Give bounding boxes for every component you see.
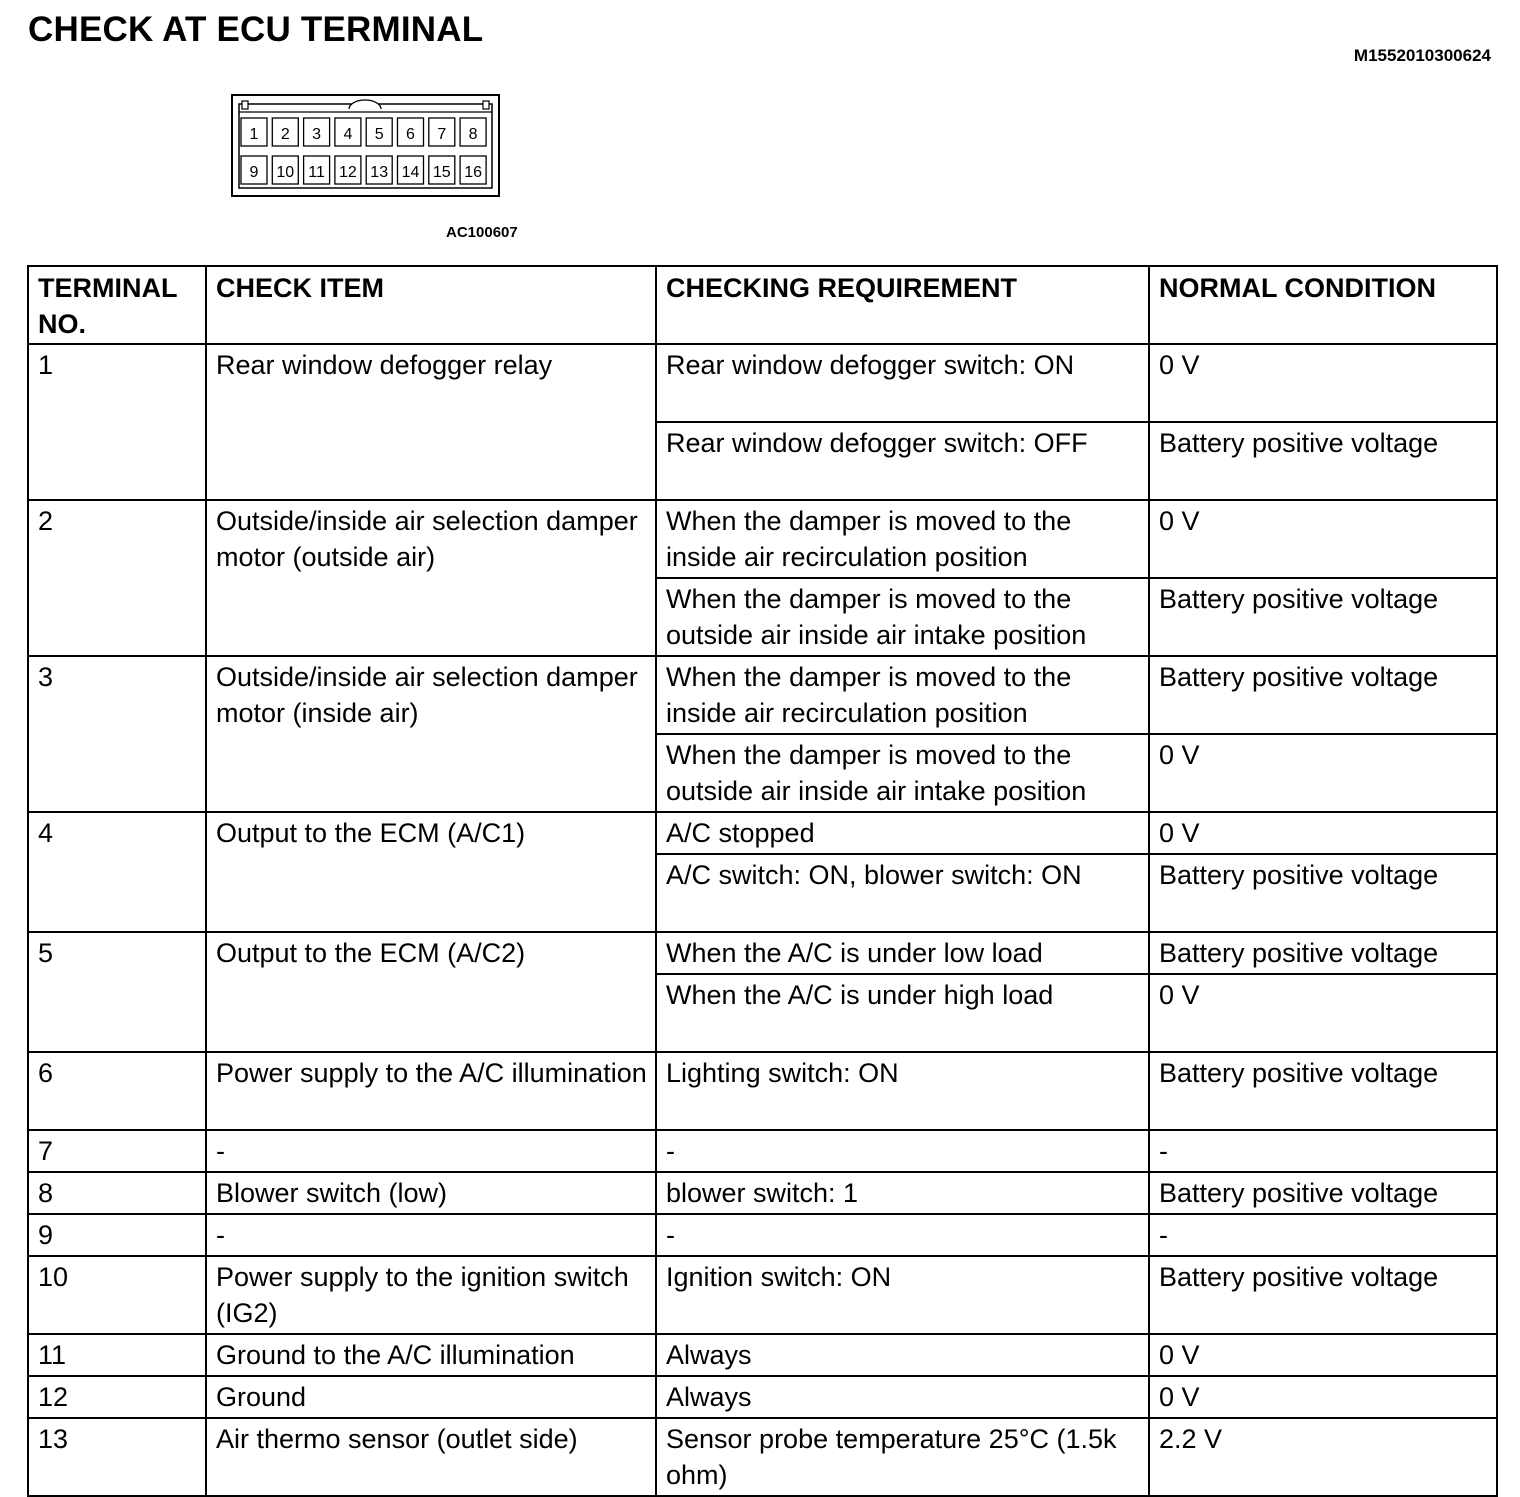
terminal-number-cell: 1 xyxy=(28,344,206,500)
checking-requirement-cell: Always xyxy=(656,1376,1149,1418)
checking-requirement-cell: A/C stopped xyxy=(656,812,1149,854)
connector-pin-label: 12 xyxy=(339,164,357,181)
document-id: M1552010300624 xyxy=(1353,46,1491,65)
terminal-number-cell: 2 xyxy=(28,500,206,656)
check-item-cell: Output to the ECM (A/C1) xyxy=(206,812,656,932)
terminal-number-cell: 10 xyxy=(28,1256,206,1334)
connector-diagram xyxy=(231,94,500,197)
checking-requirement-cell: Ignition switch: ON xyxy=(656,1256,1149,1334)
normal-condition-cell: - xyxy=(1149,1130,1497,1172)
table-row xyxy=(28,1418,1497,1496)
table-row xyxy=(28,1214,1497,1256)
table-row xyxy=(28,1130,1497,1172)
terminal-number-cell: 12 xyxy=(28,1376,206,1418)
checking-requirement-cell: Always xyxy=(656,1334,1149,1376)
check-item-cell: Power supply to the ignition switch (IG2) xyxy=(206,1256,656,1334)
terminal-number-cell: 9 xyxy=(28,1214,206,1256)
table-row xyxy=(28,932,1497,974)
checking-requirement-cell: Lighting switch: ON xyxy=(656,1052,1149,1130)
figure-id: AC100607 xyxy=(446,224,518,241)
checking-requirement-cell: When the A/C is under low load xyxy=(656,932,1149,974)
table-row xyxy=(28,1172,1497,1214)
table-row xyxy=(28,500,1497,578)
connector-pin-label: 15 xyxy=(432,164,451,181)
table-row xyxy=(28,812,1497,854)
normal-condition-cell: Battery positive voltage xyxy=(1149,422,1497,500)
table-row xyxy=(28,1334,1497,1376)
normal-condition-cell: Battery positive voltage xyxy=(1149,656,1497,734)
connector-pin-label: 10 xyxy=(276,164,295,181)
connector-pin-label: 16 xyxy=(464,164,482,181)
table-header-row xyxy=(28,266,1497,344)
check-item-cell: Ground xyxy=(206,1376,656,1418)
connector-pin-label: 13 xyxy=(370,164,389,181)
normal-condition-cell: Battery positive voltage xyxy=(1149,932,1497,974)
connector-pin-label: 14 xyxy=(401,164,420,181)
normal-condition-cell: 2.2 V xyxy=(1149,1418,1497,1496)
normal-condition-cell: 0 V xyxy=(1149,1334,1497,1376)
checking-requirement-cell: When the damper is moved to the inside air recirculation position xyxy=(656,500,1149,578)
normal-condition-cell: 0 V xyxy=(1149,734,1497,812)
normal-condition-cell: Battery positive voltage xyxy=(1149,1172,1497,1214)
normal-condition-cell: 0 V xyxy=(1149,812,1497,854)
header-normal-condition: NORMAL CONDITION xyxy=(1149,266,1497,344)
checking-requirement-cell: A/C switch: ON, blower switch: ON xyxy=(656,854,1149,932)
ecu-terminal-table xyxy=(27,265,1498,1497)
table-row xyxy=(28,344,1497,422)
table-row xyxy=(28,1256,1497,1334)
normal-condition-cell: 0 V xyxy=(1149,344,1497,422)
terminal-number-cell: 11 xyxy=(28,1334,206,1376)
connector-pin-label: 4 xyxy=(343,126,353,143)
terminal-number-cell: 6 xyxy=(28,1052,206,1130)
checking-requirement-cell: When the damper is moved to the outside air inside air intake position xyxy=(656,734,1149,812)
connector-pin-label: 3 xyxy=(312,126,322,143)
check-item-cell: - xyxy=(206,1214,656,1256)
terminal-number-cell: 8 xyxy=(28,1172,206,1214)
terminal-number-cell: 3 xyxy=(28,656,206,812)
normal-condition-cell: Battery positive voltage xyxy=(1149,854,1497,932)
checking-requirement-cell: Sensor probe temperature 25°C (1.5k ohm) xyxy=(656,1418,1149,1496)
check-item-cell: Outside/inside air selection damper motor (outside air) xyxy=(206,500,656,656)
check-item-cell: Ground to the A/C illumination xyxy=(206,1334,656,1376)
check-item-cell: Air thermo sensor (outlet side) xyxy=(206,1418,656,1496)
checking-requirement-cell: When the damper is moved to the inside air recirculation position xyxy=(656,656,1149,734)
check-item-cell: Rear window defogger relay xyxy=(206,344,656,500)
connector-pin-label: 9 xyxy=(249,164,259,181)
checking-requirement-cell: When the A/C is under high load xyxy=(656,974,1149,1052)
checking-requirement-cell: Rear window defogger switch: OFF xyxy=(656,422,1149,500)
table-row xyxy=(28,1052,1497,1130)
check-item-cell: Power supply to the A/C illumination xyxy=(206,1052,656,1130)
normal-condition-cell: Battery positive voltage xyxy=(1149,1256,1497,1334)
connector-pin-label: 2 xyxy=(280,126,290,143)
normal-condition-cell: Battery positive voltage xyxy=(1149,578,1497,656)
checking-requirement-cell: When the damper is moved to the outside air inside air intake position xyxy=(656,578,1149,656)
check-item-cell: - xyxy=(206,1130,656,1172)
terminal-number-cell: 7 xyxy=(28,1130,206,1172)
connector-pin-label: 1 xyxy=(249,126,259,143)
checking-requirement-cell: blower switch: 1 xyxy=(656,1172,1149,1214)
normal-condition-cell: 0 V xyxy=(1149,974,1497,1052)
connector-pin-label: 7 xyxy=(437,126,447,143)
checking-requirement-cell: - xyxy=(656,1130,1149,1172)
table-row xyxy=(28,656,1497,734)
checking-requirement-cell: - xyxy=(656,1214,1149,1256)
connector-pin-label: 5 xyxy=(374,126,384,143)
connector-pin-label: 11 xyxy=(308,164,325,181)
check-item-cell: Output to the ECM (A/C2) xyxy=(206,932,656,1052)
header-check-item: CHECK ITEM xyxy=(206,266,656,344)
check-item-cell: Blower switch (low) xyxy=(206,1172,656,1214)
terminal-number-cell: 4 xyxy=(28,812,206,932)
connector-pin-label: 8 xyxy=(468,126,478,143)
normal-condition-cell: - xyxy=(1149,1214,1497,1256)
page-title: CHECK AT ECU TERMINAL xyxy=(28,10,484,49)
check-item-cell: Outside/inside air selection damper motor (inside air) xyxy=(206,656,656,812)
normal-condition-cell: 0 V xyxy=(1149,500,1497,578)
table-row xyxy=(28,1376,1497,1418)
normal-condition-cell: 0 V xyxy=(1149,1376,1497,1418)
checking-requirement-cell: Rear window defogger switch: ON xyxy=(656,344,1149,422)
normal-condition-cell: Battery positive voltage xyxy=(1149,1052,1497,1130)
connector-pin-label: 6 xyxy=(406,126,415,143)
terminal-number-cell: 5 xyxy=(28,932,206,1052)
header-checking-requirement: CHECKING REQUIREMENT xyxy=(656,266,1149,344)
terminal-number-cell: 13 xyxy=(28,1418,206,1496)
table-body xyxy=(28,344,1497,1496)
header-terminal-no: TERMINAL NO. xyxy=(28,266,206,344)
